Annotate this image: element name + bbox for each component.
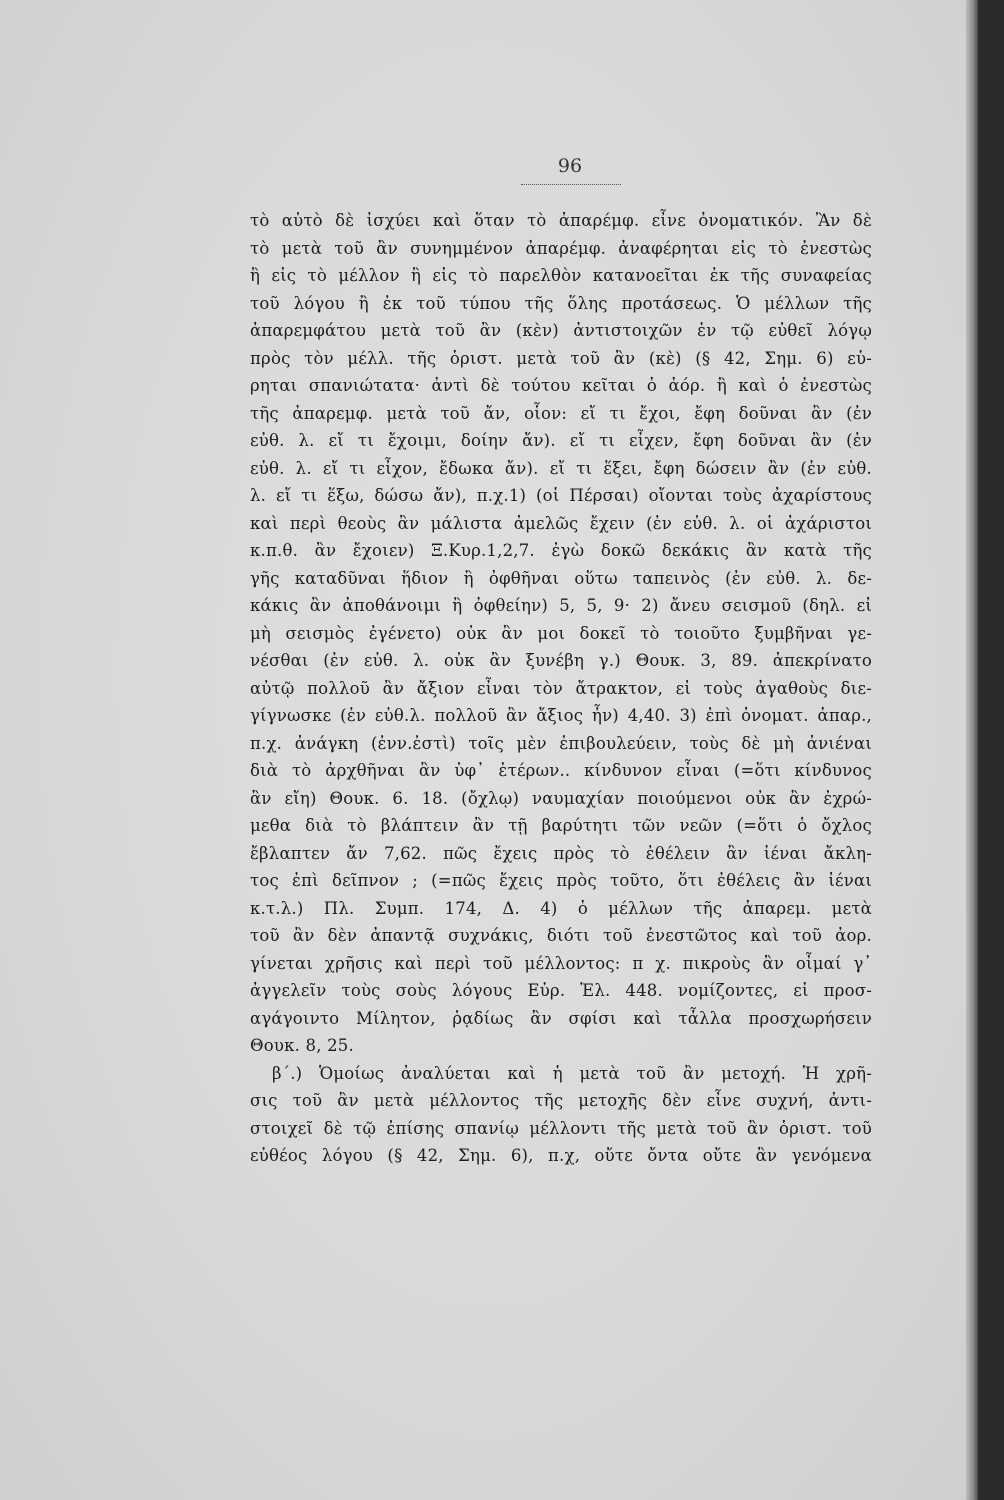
text-line: διὰ τὸ ἀρχθῆναι ἂν ὑφ᾽ ἑτέρων.. κίνδυνον εἶναι (=ὅτι κίνδυνος [250, 761, 872, 780]
text-line: νέσθαι (ἐν εὐθ. λ. οὐκ ἂν ξυνέβη γ.) Θουκ. 3, 89. ἀπεκρίνατο [250, 651, 872, 670]
text-line: ἀπαρεμφάτου μετὰ τοῦ ἂν (κὲν) ἀντιστοιχῶν ἐν τῷ εὐθεῖ λόγῳ [250, 321, 872, 340]
text-line: στοιχεῖ δὲ τῷ ἐπίσης σπανίῳ μέλλοντι τῆς μετὰ τοῦ ἂν ὁριστ. τοῦ [250, 1118, 872, 1138]
page-number: 96 [557, 155, 583, 177]
text-line: τὸ μετὰ τοῦ ἂν συνημμένον ἀπαρέμφ. ἀναφέρηται εἰς τὸ ἐνεστὼς [250, 238, 872, 258]
text-line: μὴ σεισμὸς ἐγένετο) οὐκ ἂν μοι δοκεῖ τὸ τοιοῦτο ξυμβῆναι γε- [250, 623, 872, 643]
text-line: ρηται σπανιώτατα· ἀντὶ δὲ τούτου κεῖται ὁ ἀόρ. ἢ καὶ ὁ ἐνεστὼς [250, 376, 872, 395]
text-line: εὐθ. λ. εἴ τι εἶχον, ἔδωκα ἄν). εἴ τι ἕξει, ἔφη δώσειν ἂν (ἐν εὐθ. [250, 458, 872, 478]
text-line: ἢ εἰς τὸ μέλλον ἢ εἰς τὸ παρελθὸν κατανοεῖται ἐκ τῆς συναφείας [250, 266, 872, 285]
text-line: μεθα διὰ τὸ βλάπτειν ἂν τῇ βαρύτητι τῶν νεῶν (=ὅτι ὁ ὄχλος [250, 816, 872, 835]
text-line: τοῦ λόγου ἢ ἐκ τοῦ τύπου τῆς ὅλης προτάσεως. Ὁ μέλλων τῆς [250, 293, 872, 313]
text-line: τῆς ἀπαρεμφ. μετὰ τοῦ ἄν, οἷον: εἴ τι ἔχοι, ἔφη δοῦναι ἂν (ἐν [250, 403, 872, 423]
text-line: λ. εἴ τι ἕξω, δώσω ἄν), π.χ.1) (οἱ Πέρσαι) οἴονται τοὺς ἀχαρίστους [250, 486, 872, 505]
text-line: κ.π.θ. ἂν ἔχοιεν) Ξ.Κυρ.1,2,7. ἐγὼ δοκῶ δεκάκις ἂν κατὰ τῆς [250, 541, 872, 560]
text-line: Θουκ. 8, 25. [250, 1036, 354, 1055]
text-line: γίγνωσκε (ἐν εὐθ.λ. πολλοῦ ἂν ἄξιος ἦν) 4,40. 3) ἐπὶ ὀνοματ. ἀπαρ., [250, 706, 872, 725]
text-line: εὐθ. λ. εἴ τι ἔχοιμι, δοίην ἄν). εἴ τι εἶχεν, ἔφη δοῦναι ἂν (ἐν [250, 431, 872, 450]
page-number-rule [521, 184, 621, 185]
text-line: τὸ αὐτὸ δὲ ἰσχύει καὶ ὅταν τὸ ἀπαρέμφ. εἶνε ὀνοματικόν. Ἂν δὲ [250, 211, 872, 230]
text-line: τος ἐπὶ δεῖπνον ; (=πῶς ἔχεις πρὸς τοῦτο, ὅτι ἐθέλεις ἂν ἰέναι [250, 871, 872, 890]
text-line: ἔβλαπτεν ἄν 7,62. πῶς ἔχεις πρὸς τὸ ἐθέλειν ἂν ἰέναι ἄκλη- [250, 843, 872, 863]
text-line: π.χ. ἀνάγκη (ἐνν.ἐστὶ) τοῖς μὲν ἐπιβουλεύειν, τοὺς δὲ μὴ ἀνιέναι [250, 733, 872, 753]
text-line: β΄.) Ὁμοίως ἀναλύεται καὶ ἡ μετὰ τοῦ ἂν μετοχή. Ἡ χρῆ- [272, 1063, 872, 1083]
text-line: ἂν εἴη) Θουκ. 6. 18. (ὄχλῳ) ναυμαχίαν ποιούμενοι οὐκ ἂν ἐχρώ- [250, 788, 872, 808]
text-line: ἀγγελεῖν τοὺς σοὺς λόγους Εὐρ. Ἑλ. 448. νομίζοντες, εἰ προσ- [250, 981, 872, 1000]
text-line: κάκις ἂν ἀποθάνοιμι ἢ ὀφθείην) 5, 5, 9· 2) ἄνευ σεισμοῦ (δηλ. εἰ [250, 596, 872, 615]
text-line: σις τοῦ ἂν μετὰ μέλλοντος τῆς μετοχῆς δὲν εἶνε συχνή, ἀντι- [250, 1091, 872, 1110]
body-text [250, 207, 872, 1170]
page-edge-shadow [966, 0, 978, 1500]
text-line: αγάγοιντο Μίλητον, ῥᾳδίως ἂν σφίσι καὶ τἆλλα προσχωρήσειν [250, 1008, 872, 1028]
text-line: γίνεται χρῆσις καὶ περὶ τοῦ μέλλοντος: π χ. πικροὺς ἂν οἶμαί γ᾽ [250, 953, 872, 973]
text-line: κ.τ.λ.) Πλ. Συμπ. 174, Δ. 4) ὁ μέλλων τῆς ἀπαρεμ. μετὰ [250, 898, 872, 918]
text-line: πρὸς τὸν μέλλ. τῆς ὁριστ. μετὰ τοῦ ἂν (κὲ) (§ 42, Σημ. 6) εὑ- [250, 348, 872, 368]
text-line: γῆς καταδῦναι ἥδιον ἢ ὀφθῆναι οὕτω ταπεινὸς (ἐν εὐθ. λ. δε- [250, 568, 872, 588]
text-line: τοῦ ἂν δὲν ἀπαντᾷ συχνάκις, διότι τοῦ ἐνεστῶτος καὶ τοῦ ἀορ. [250, 926, 872, 945]
text-line: αὐτῷ πολλοῦ ἂν ἄξιον εἶναι τὸν ἄτρακτον, εἰ τοὺς ἀγαθοὺς διε- [250, 678, 872, 698]
text-line: εὐθέος λόγου (§ 42, Σημ. 6), π.χ, οὔτε ὄντα οὔτε ἂν γενόμενα [250, 1146, 872, 1165]
text-line: καὶ περὶ θεοὺς ἂν μάλιστα ἀμελῶς ἔχειν (ἐν εὐθ. λ. οἱ ἀχάριστοι [250, 513, 872, 533]
